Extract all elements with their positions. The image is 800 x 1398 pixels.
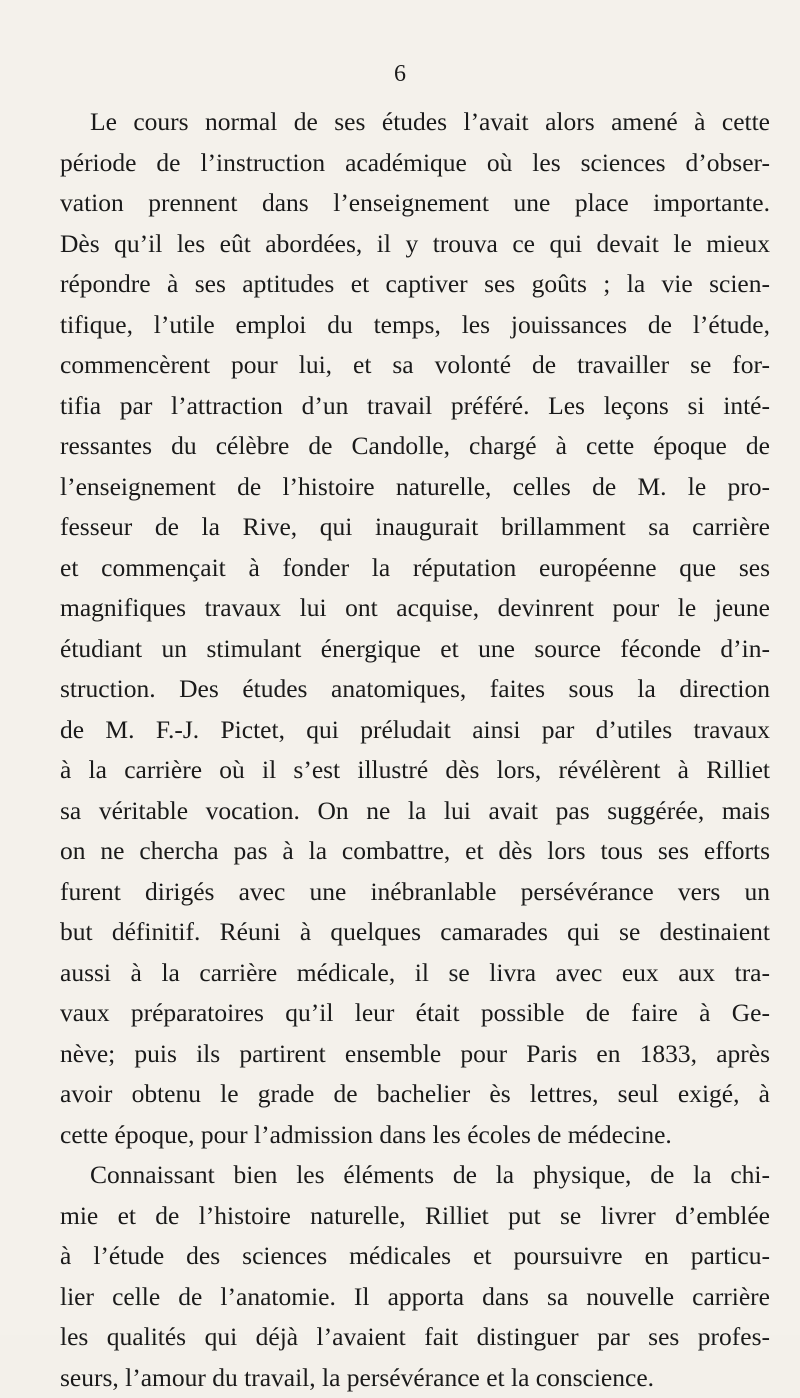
text-line: tifique, l’utile emploi du temps, les jouissances de l’étude,	[60, 305, 770, 346]
page-number: 6	[0, 62, 800, 86]
text-line: fesseur de la Rive, qui inaugurait brillamment sa carrière	[60, 507, 770, 548]
text-line: nève; puis ils partirent ensemble pour Paris en 1833, après	[60, 1034, 770, 1075]
text-line: étudiant un stimulant énergique et une source féconde d’in-	[60, 629, 770, 670]
text-line: l’enseignement de l’histoire naturelle, celles de M. le pro-	[60, 467, 770, 508]
text-line: avoir obtenu le grade de bachelier ès lettres, seul exigé, à	[60, 1074, 770, 1115]
text-line: vaux préparatoires qu’il leur était possible de faire à Ge-	[60, 993, 770, 1034]
text-line: lier celle de l’anatomie. Il apporta dans sa nouvelle carrière	[60, 1277, 770, 1318]
text-line: on ne chercha pas à la combattre, et dès lors tous ses efforts	[60, 831, 770, 872]
text-line: de M. F.-J. Pictet, qui préludait ainsi par d’utiles travaux	[60, 710, 770, 751]
text-line: période de l’instruction académique où les sciences d’obser-	[60, 143, 770, 184]
text-line: but définitif. Réuni à quelques camarades qui se destinaient	[60, 912, 770, 953]
text-line: mie et de l’histoire naturelle, Rilliet put se livrer d’emblée	[60, 1196, 770, 1237]
text-line: les qualités qui déjà l’avaient fait distinguer par ses profes-	[60, 1317, 770, 1358]
text-line: Dès qu’il les eût abordées, il y trouva ce qui devait le mieux	[60, 224, 770, 265]
text-line: à l’étude des sciences médicales et poursuivre en particu-	[60, 1236, 770, 1277]
text-line: furent dirigés avec une inébranlable persévérance vers un	[60, 872, 770, 913]
text-line: répondre à ses aptitudes et captiver ses goûts ; la vie scien-	[60, 264, 770, 305]
text-line: commencèrent pour lui, et sa volonté de travailler se for-	[60, 345, 770, 386]
text-line: cette époque, pour l’admission dans les écoles de médecine.	[60, 1115, 770, 1156]
text-line: vation prennent dans l’enseignement une place importante.	[60, 183, 770, 224]
text-line: ressantes du célèbre de Candolle, chargé à cette époque de	[60, 426, 770, 467]
text-line: magnifiques travaux lui ont acquise, devinrent pour le jeune	[60, 588, 770, 629]
text-line: sa véritable vocation. On ne la lui avait pas suggérée, mais	[60, 791, 770, 832]
body-text	[60, 102, 770, 1398]
text-line: seurs, l’amour du travail, la persévérance et la conscience.	[60, 1358, 770, 1398]
text-line: à la carrière où il s’est illustré dès lors, révélèrent à Rilliet	[60, 750, 770, 791]
text-line: Connaissant bien les éléments de la physique, de la chi-	[60, 1155, 770, 1196]
text-line: struction. Des études anatomiques, faites sous la direction	[60, 669, 770, 710]
text-line: aussi à la carrière médicale, il se livra avec eux aux tra-	[60, 953, 770, 994]
text-line: et commençait à fonder la réputation européenne que ses	[60, 548, 770, 589]
text-line: tifia par l’attraction d’un travail préféré. Les leçons si inté-	[60, 386, 770, 427]
text-line: Le cours normal de ses études l’avait alors amené à cette	[60, 102, 770, 143]
